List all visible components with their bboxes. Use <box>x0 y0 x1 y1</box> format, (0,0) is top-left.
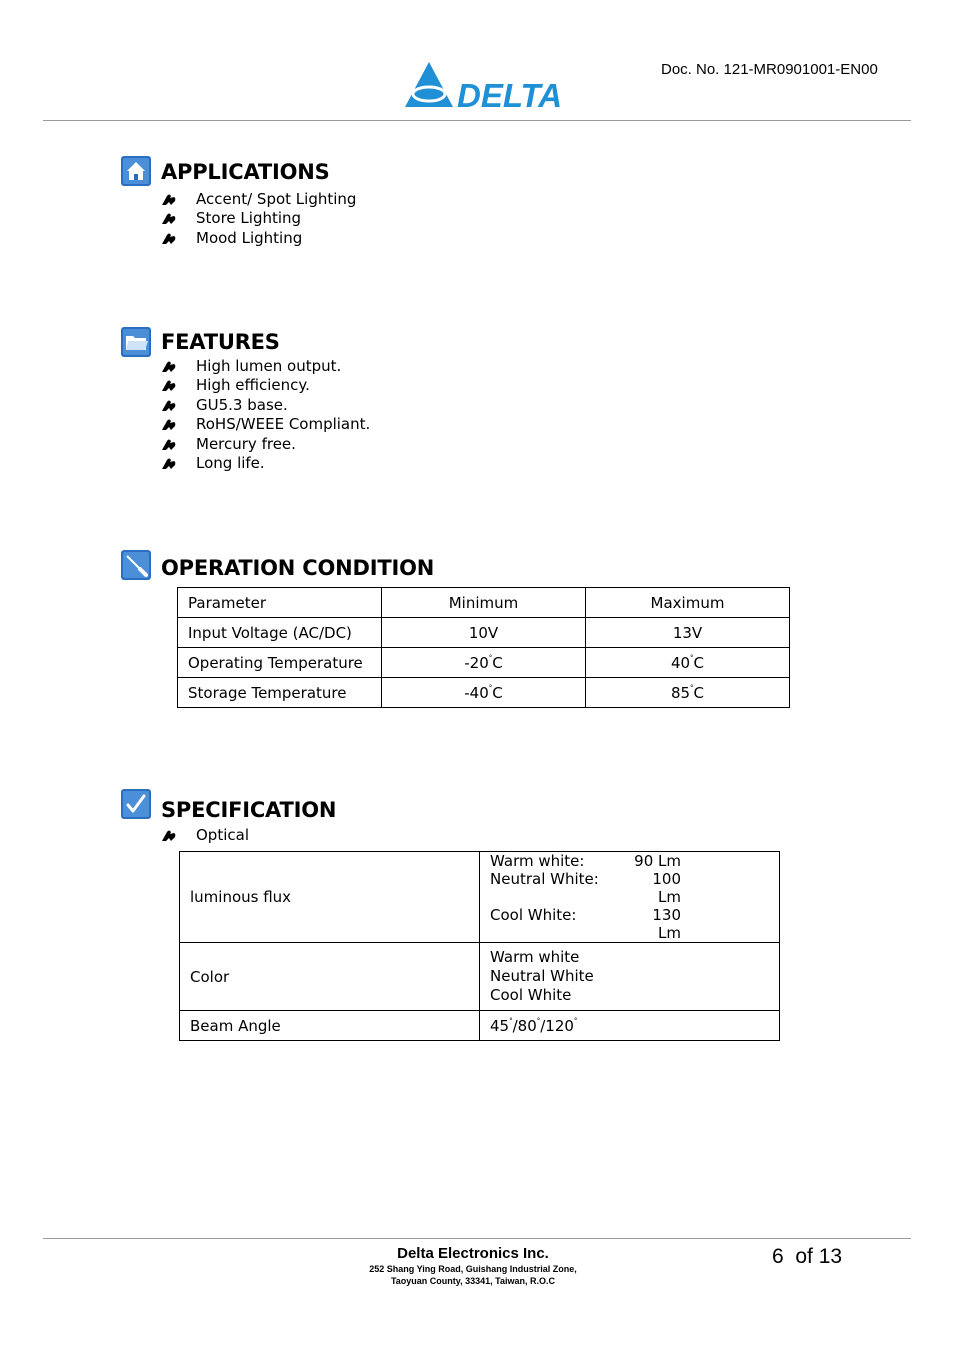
features-title: FEATURES <box>161 330 280 354</box>
parameter-cell: Storage Temperature <box>178 678 382 708</box>
table-row <box>180 852 780 943</box>
beam-angle-value: 45°/80°/120° <box>480 1011 780 1041</box>
flux-row: Cool White: 130 Lm <box>490 906 681 942</box>
footer-address-line1: 252 Shang Ying Road, Guishang Industrial Zone, <box>369 1264 577 1274</box>
luminous-flux-values <box>480 852 780 943</box>
flux-row: Neutral White: 100 Lm <box>490 870 681 906</box>
bullet-icon <box>161 212 177 225</box>
delta-logo <box>403 60 563 114</box>
luminous-flux-label: luminous flux <box>180 852 480 943</box>
table-row <box>178 648 790 678</box>
page-number: 6 of 13 <box>772 1245 843 1268</box>
checkmark-icon <box>121 789 151 819</box>
list-item: High efficiency. <box>161 376 370 395</box>
logo-text: DELTA <box>457 77 563 114</box>
bullet-icon <box>161 438 177 451</box>
min-cell: 10V <box>382 618 586 648</box>
optical-spec-table <box>179 851 780 1041</box>
table-row <box>180 943 780 1011</box>
bullet-icon <box>161 399 177 412</box>
bullet-icon <box>161 232 177 245</box>
footer-rule <box>43 1238 911 1239</box>
document-number: Doc. No. 121-MR0901001-EN00 <box>661 61 878 78</box>
list-item: High lumen output. <box>161 357 370 376</box>
color-label: Color <box>180 943 480 1011</box>
list-item: Long life. <box>161 454 370 473</box>
list-item: Store Lighting <box>161 209 356 228</box>
list-item: Accent/ Spot Lighting <box>161 190 356 209</box>
table-row <box>178 678 790 708</box>
home-icon <box>121 156 151 186</box>
list-item: Mood Lighting <box>161 229 356 248</box>
footer-company: Delta Electronics Inc. <box>397 1245 549 1262</box>
list-item: GU5.3 base. <box>161 396 370 415</box>
screwdriver-icon <box>121 550 151 580</box>
bullet-icon <box>161 829 177 842</box>
bullet-icon <box>161 193 177 206</box>
table-row <box>178 618 790 648</box>
bullet-icon <box>161 457 177 470</box>
beam-angle-label: Beam Angle <box>180 1011 480 1041</box>
bullet-icon <box>161 360 177 373</box>
parameter-cell: Input Voltage (AC/DC) <box>178 618 382 648</box>
operation-condition-table <box>177 587 790 708</box>
list-item: Optical <box>161 826 249 845</box>
specification-list <box>161 826 249 845</box>
list-item: RoHS/WEEE Compliant. <box>161 415 370 434</box>
specification-title: SPECIFICATION <box>161 798 337 822</box>
header-rule <box>43 120 911 121</box>
list-item: Mercury free. <box>161 435 370 454</box>
applications-list <box>161 190 356 248</box>
operation-title: OPERATION CONDITION <box>161 556 435 580</box>
folder-icon <box>121 327 151 357</box>
header-cell: Minimum <box>382 588 586 618</box>
max-cell: 40°C <box>586 648 790 678</box>
applications-title: APPLICATIONS <box>161 160 330 184</box>
flux-row: Warm white: 90 Lm <box>490 852 681 870</box>
min-cell: -40°C <box>382 678 586 708</box>
bullet-icon <box>161 379 177 392</box>
table-header-row <box>178 588 790 618</box>
min-cell: -20°C <box>382 648 586 678</box>
features-list <box>161 357 370 473</box>
header-cell: Parameter <box>178 588 382 618</box>
header-cell: Maximum <box>586 588 790 618</box>
footer-address-line2: Taoyuan County, 33341, Taiwan, R.O.C <box>390 1276 556 1286</box>
max-cell: 85°C <box>586 678 790 708</box>
max-cell: 13V <box>586 618 790 648</box>
color-values: Warm white Neutral White Cool White <box>480 943 780 1011</box>
bullet-icon <box>161 418 177 431</box>
table-row <box>180 1011 780 1041</box>
parameter-cell: Operating Temperature <box>178 648 382 678</box>
